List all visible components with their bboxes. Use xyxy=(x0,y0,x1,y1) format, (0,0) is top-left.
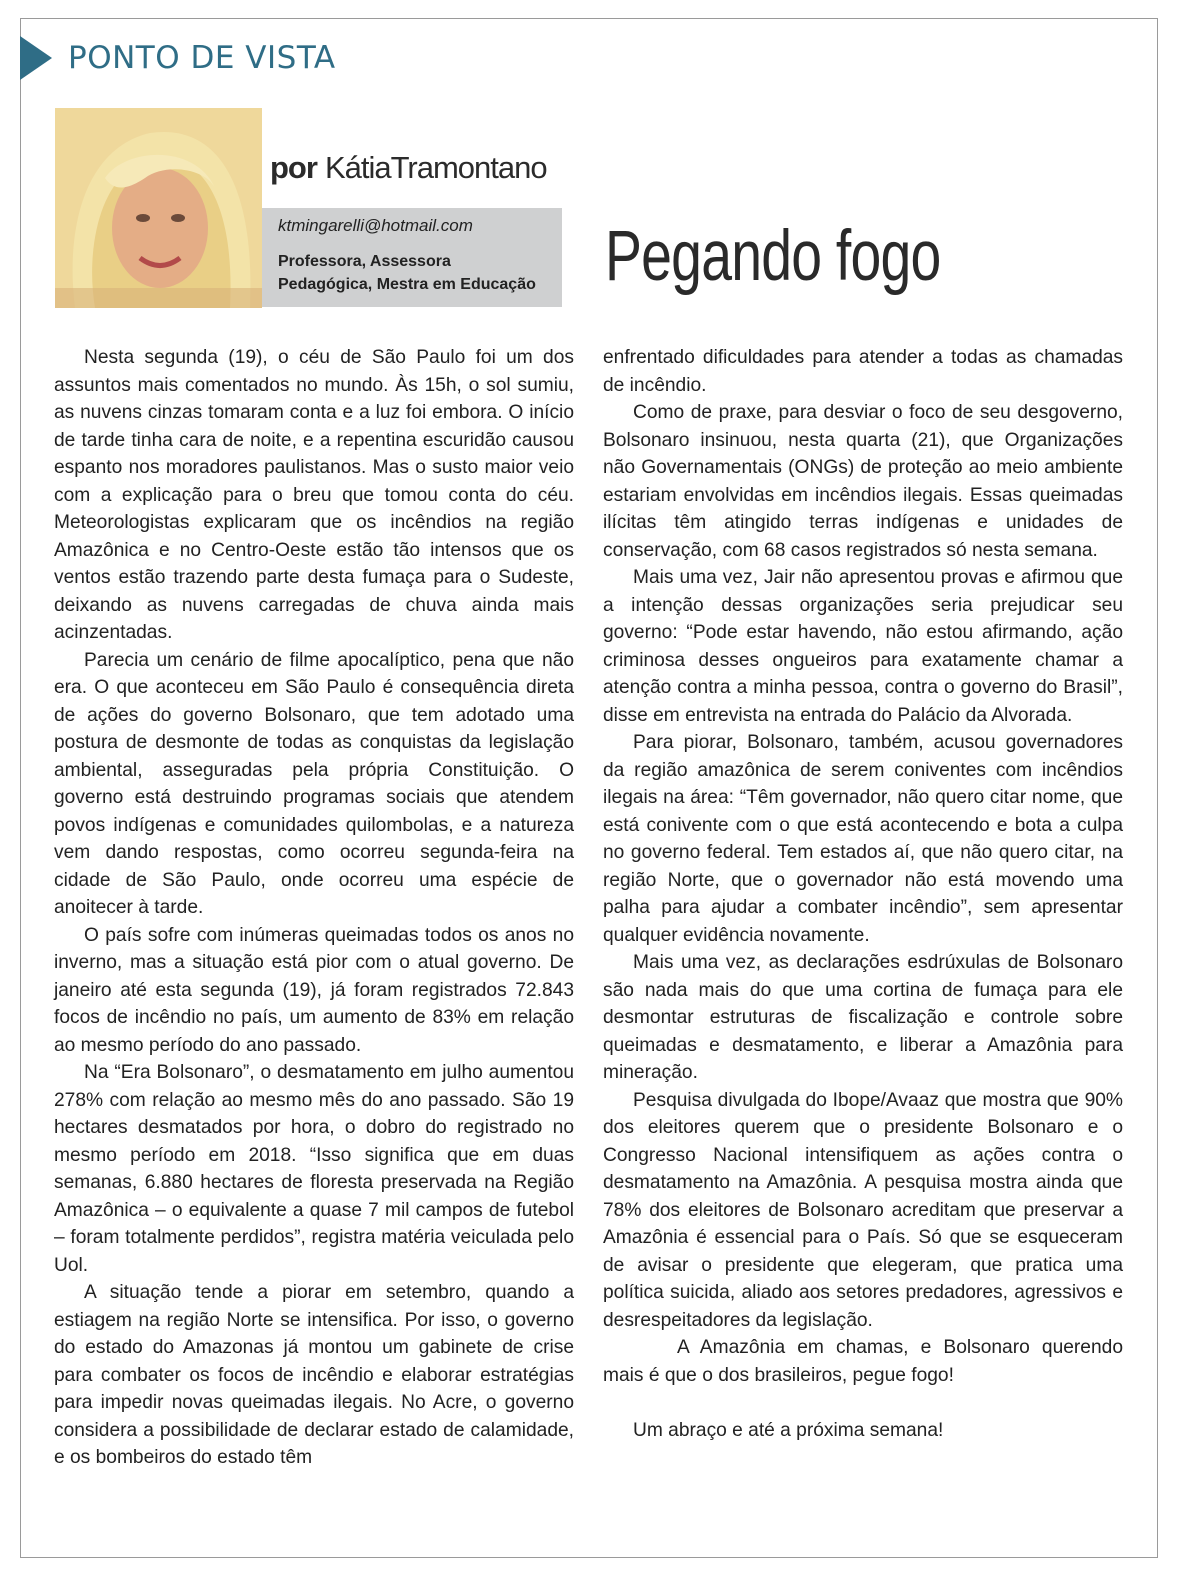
article-closing: A Amazônia em chamas, e Bolsonaro querendo mais é que o dos brasileiros, pegue fogo! xyxy=(603,1337,1123,1386)
author-bio-line: Pedagógica, Mestra em Educação xyxy=(278,276,536,293)
section-title: PONTO DE VISTA xyxy=(68,40,336,76)
article-paragraph: Pesquisa divulgada do Ibope/Avaaz que mostra que 90% dos eleitores querem que o presidente Bolsonaro e o Congresso Nacional intensifiquem as ações contra o desmatamento na Amazônia. A pesquisa mostra ainda que 78% dos eleitores de Bolsonaro acreditam que preservar a Amazônia é essencial para o País. Só que se esqueceram de avisar o presidente que elegeram, que pratica uma política suicida, aliado aos setores predadores, agressivos e desrespeitadores da legislação. xyxy=(603,1089,1123,1331)
author-name: KátiaTramontano xyxy=(324,150,547,185)
article-paragraph: Na “Era Bolsonaro”, o desmatamento em julho aumentou 278% com relação ao mesmo mês do ano passado. São 19 hectares desmatados por hora, o dobro do registrado no mesmo período em 2018. “Isso significa que em duas semanas, 6.880 hectares de floresta preservada na Região Amazônica – o equivalente a quase 7 mil campos de futebol – foram totalmente perdidos”, registra matéria veiculada pelo Uol. xyxy=(54,1062,574,1276)
article-paragraph: Parecia um cenário de filme apocalíptico, pena que não era. O que aconteceu em São Paulo é consequência direta de ações do governo Bolsonaro, que tem adotado uma postura de desmonte de todas as conquistas da legislação ambiental, asseguradas pela própria Constituição. O governo está destruindo programas sociais que atendem povos indígenas e comunidades quilombolas, e a natureza vem dando respostas, como ocorreu segunda-feira na cidade de São Paulo, onde ocorreu uma espécie de anoitecer à tarde. xyxy=(54,649,574,918)
author-byline xyxy=(270,150,547,186)
author-bio-line: Professora, Assessora xyxy=(278,253,451,270)
article-column-left xyxy=(54,344,574,1472)
article-paragraph: Mais uma vez, Jair não apresentou provas e afirmou que a intenção dessas organizações seria prejudicar seu governo: “Pode estar havendo, não estou afirmando, ação criminosa desses ongueiros para exatamente chamar a atenção contra a minha pessoa, contra o governo do Brasil”, disse em entrevista na entrada do Palácio da Alvorada. xyxy=(603,567,1123,726)
article-signoff: Um abraço e até a próxima semana! xyxy=(633,1419,944,1441)
triangle-right-icon xyxy=(20,36,52,80)
article-title: Pegando fogo xyxy=(605,217,941,296)
author-portrait-image xyxy=(55,108,262,308)
article-column-right xyxy=(603,344,1123,1444)
article-paragraph: enfrentado dificuldades para atender a todas as chamadas de incêndio. xyxy=(603,347,1123,396)
byline-prefix: por xyxy=(270,150,317,185)
article-paragraph: Como de praxe, para desviar o foco de seu desgoverno, Bolsonaro insinuou, nesta quarta (21), que Organizações não Governamentais (ONGs) de proteção ao meio ambiente estariam envolvidas em incêndios ilegais. Essas queimadas ilícitas têm atingido terras indígenas e unidades de conservação, com 68 casos registrados só nesta semana. xyxy=(603,402,1123,561)
author-info-box xyxy=(262,208,562,307)
author-email[interactable]: ktmingarelli@hotmail.com xyxy=(278,216,473,235)
article-paragraph: Nesta segunda (19), o céu de São Paulo foi um dos assuntos mais comentados no mundo. Às 15h, o sol sumiu, as nuvens cinzas tomaram conta e a luz foi embora. O início de tarde tinha cara de noite, e a repentina escuridão causou espanto nos moradores paulistanos. Mas o susto maior veio com a explicação para o breu que tomou conta do céu. Meteorologistas explicaram que os incêndios na região Amazônica e no Centro-Oeste estão tão intensos que os ventos estão trazendo parte desta fumaça para o Sudeste, deixando as nuvens carregadas de chuva ainda mais acinzentadas. xyxy=(54,347,574,643)
article-paragraph: Mais uma vez, as declarações esdrúxulas de Bolsonaro são nada mais do que uma cortina de fumaça para ele desmontar estruturas de fiscalização e controle sobre queimadas e desmatamento, e liberar a Amazônia para mineração. xyxy=(603,952,1123,1083)
article-paragraph: Para piorar, Bolsonaro, também, acusou governadores da região amazônica de serem coniventes com incêndios ilegais na área: “Têm governador, não quero citar nome, que está conivente com o que está acontecendo e bota a culpa no governo federal. Tem estados aí, que não quero citar, na região Norte, que o governador não está movendo uma palha para ajudar a combater incêndio”, sem apresentar qualquer evidência novamente. xyxy=(603,732,1123,946)
author-bio xyxy=(278,250,536,296)
article-paragraph: O país sofre com inúmeras queimadas todos os anos no inverno, mas a situação está pior com o atual governo. De janeiro até esta segunda (19), já foram registrados 72.843 focos de incêndio no país, um aumento de 83% em relação ao mesmo período do ano passado. xyxy=(54,924,574,1056)
author-photo xyxy=(55,108,262,308)
article-paragraph: A situação tende a piorar em setembro, quando a estiagem na região Norte se intensifica. Por isso, o governo do estado do Amazonas já montou um gabinete de crise para combater os focos de incêndio e elaborar estratégias para impedir novas queimadas ilegais. No Acre, o governo considera a possibilidade de declarar estado de calamidade, e os bombeiros do estado têm xyxy=(54,1282,574,1468)
